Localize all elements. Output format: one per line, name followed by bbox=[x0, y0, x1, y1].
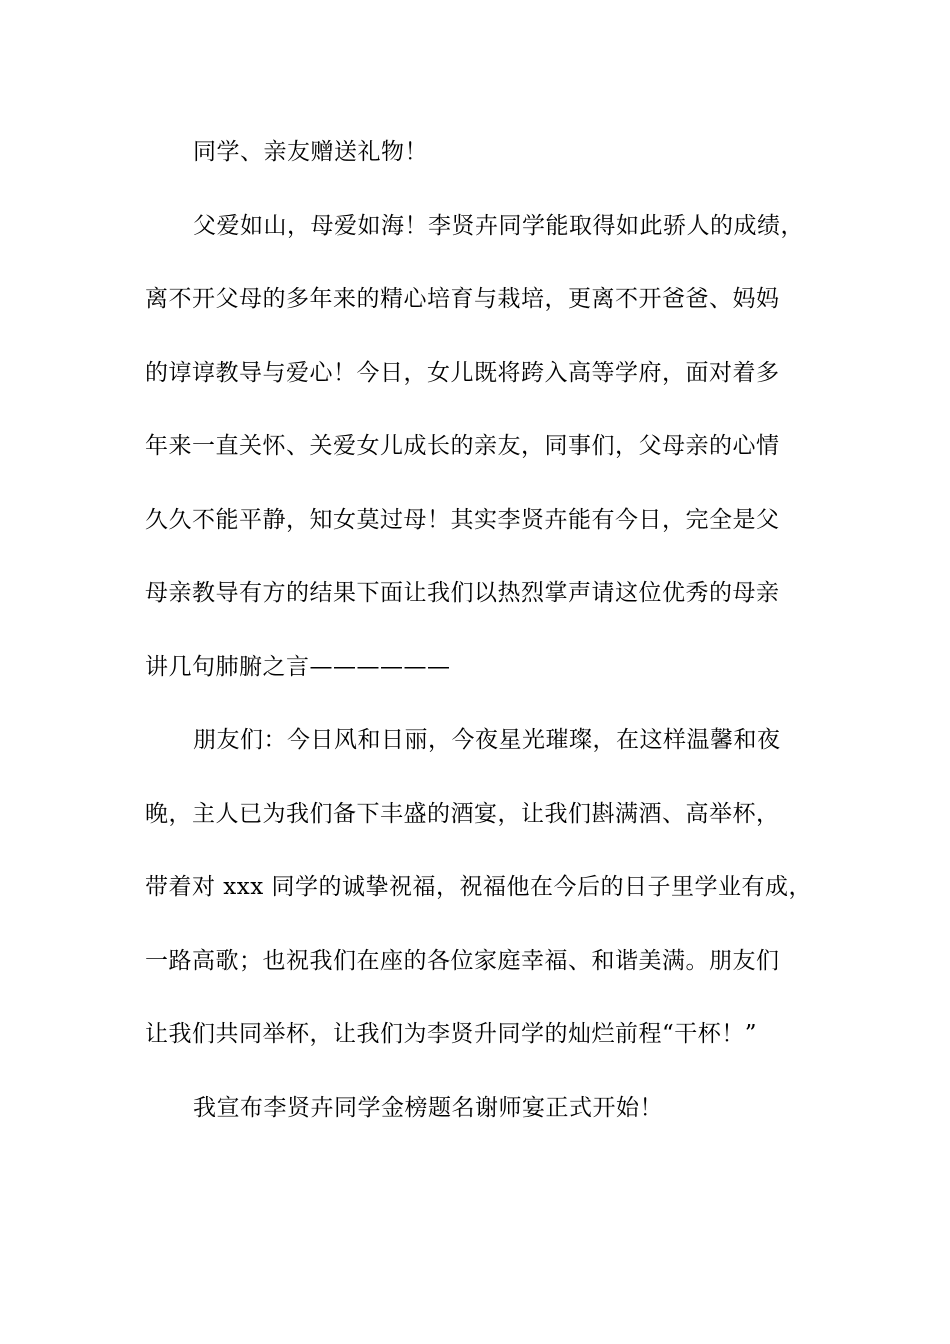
paragraph-parents-line-1: 父爱如山，母爱如海！李贤卉同学能取得如此骄人的成绩， bbox=[193, 212, 804, 239]
paragraph-toast-line-4: 一路高歌；也祝我们在座的各位家庭幸福、和谐美满。朋友们 bbox=[145, 947, 780, 974]
paragraph-toast-line-1: 朋友们：今日风和日丽，今夜星光璀璨，在这样温馨和夜 bbox=[193, 727, 781, 753]
paragraph-parents-line-4: 年来一直关怀、关爱女儿成长的亲友，同事们，父母亲的心情 bbox=[145, 433, 780, 459]
paragraph-parents-line-7: 讲几句肺腑之言—————— bbox=[145, 653, 451, 680]
paragraph-toast-line-3: 带着对 xxx 同学的诚挚祝福，祝福他在今后的日子里学业有成， bbox=[145, 874, 813, 900]
paragraph-toast-line-2: 晚，主人已为我们备下丰盛的酒宴，让我们斟满酒、高举杯， bbox=[145, 800, 780, 827]
document-body bbox=[145, 136, 835, 1165]
paragraph-parents-line-5: 久久不能平静，知女莫过母！其实李贤卉能有今日，完全是父 bbox=[145, 506, 780, 533]
paragraph-toast-line-5: 让我们共同举杯，让我们为李贤升同学的灿烂前程“干杯！” bbox=[145, 1021, 758, 1047]
paragraph-parents-line-3: 的谆谆教导与爱心！今日，女儿既将跨入高等学府，面对着多 bbox=[145, 359, 780, 386]
paragraph-gifts: 同学、亲友赠送礼物！ bbox=[193, 139, 428, 165]
paragraph-parents-line-2: 离不开父母的多年来的精心培育与栽培，更离不开爸爸、妈妈 bbox=[145, 286, 780, 312]
paragraph-parents-line-6: 母亲教导有方的结果下面让我们以热烈掌声请这位优秀的母亲 bbox=[145, 580, 780, 606]
paragraph-opening: 我宣布李贤卉同学金榜题名谢师宴正式开始！ bbox=[193, 1094, 663, 1121]
